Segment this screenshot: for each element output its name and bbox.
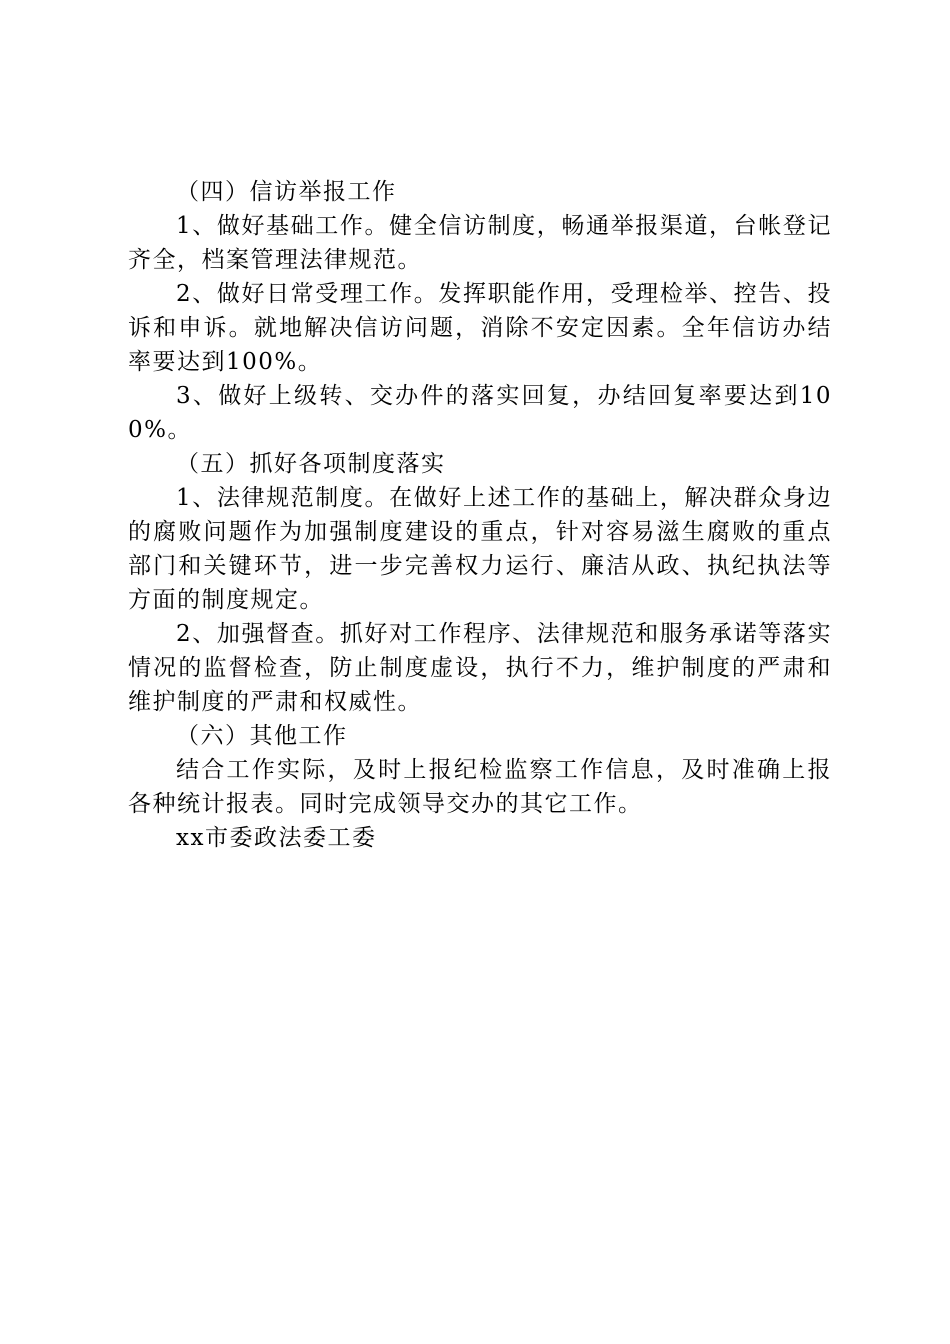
section-heading-6: （六）其他工作 bbox=[176, 723, 348, 749]
paragraph-4-3: 3、做好上级转、交办件的落实回复，办结回复率要达到100%。 bbox=[128, 383, 832, 443]
paragraph-4-1: 1、做好基础工作。健全信访制度，畅通举报渠道，台帐登记齐全，档案管理法律规范。 bbox=[128, 213, 832, 273]
signature: xx市委政法委工委 bbox=[176, 825, 377, 851]
section-heading-5: （五）抓好各项制度落实 bbox=[176, 451, 446, 477]
paragraph-4-2: 2、做好日常受理工作。发挥职能作用，受理检举、控告、投诉和申诉。就地解决信访问题，消除不安定因素。全年信访办结率要达到100%。 bbox=[128, 281, 832, 375]
document-body bbox=[128, 175, 832, 855]
paragraph-5-1: 1、法律规范制度。在做好上述工作的基础上，解决群众身边的腐败问题作为加强制度建设的重点，针对容易滋生腐败的重点部门和关键环节，进一步完善权力运行、廉洁从政、执纪执法等方面的制度规定。 bbox=[128, 485, 832, 613]
paragraph-6-1: 结合工作实际，及时上报纪检监察工作信息，及时准确上报各种统计报表。同时完成领导交办的其它工作。 bbox=[128, 757, 832, 817]
section-heading-4: （四）信访举报工作 bbox=[176, 179, 397, 205]
paragraph-5-2: 2、加强督查。抓好对工作程序、法律规范和服务承诺等落实情况的监督检查，防止制度虚设，执行不力，维护制度的严肃和维护制度的严肃和权威性。 bbox=[128, 621, 832, 715]
